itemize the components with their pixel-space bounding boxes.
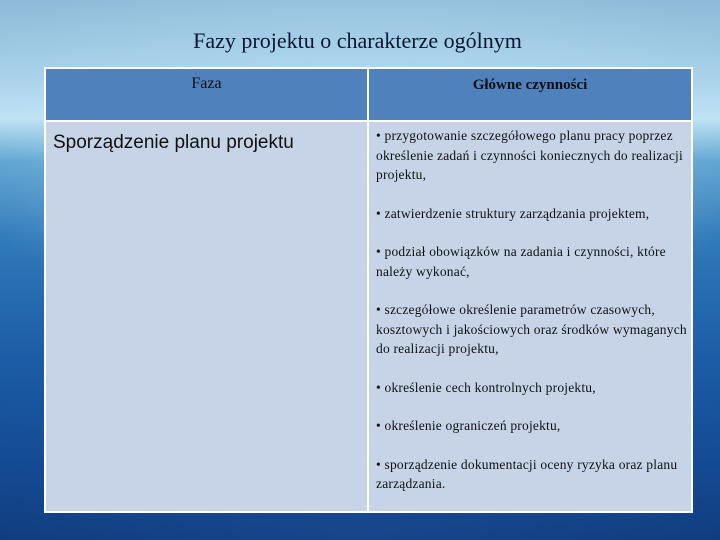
- activity-item: • sporządzenie dokumentacji oceny ryzyka oraz planu zarządzania.: [376, 456, 678, 491]
- phase-cell: [46, 122, 367, 511]
- header-cell-phase: [46, 69, 367, 120]
- activities-cell: [369, 122, 691, 511]
- phases-table: [44, 67, 693, 513]
- activity-item: • podział obowiązków na zadania i czynności, które należy wykonać,: [376, 244, 666, 279]
- header-label-phase: Faza: [191, 75, 222, 92]
- activity-item: • określenie cech kontrolnych projektu,: [376, 379, 596, 395]
- header-cell-activities: [369, 69, 691, 120]
- slide-title: Fazy projektu o charakterze ogólnym: [193, 28, 522, 53]
- activity-item: • szczegółowe określenie parametrów czasowych, kosztowych i jakościowych oraz środków wymaganych do realizacji projektu,: [376, 302, 687, 356]
- activity-item: • zatwierdzenie struktury zarządzania projektem,: [376, 205, 650, 221]
- header-label-activities: Główne czynności: [472, 77, 588, 93]
- activity-item: • przygotowanie szczegółowego planu pracy poprzez określenie zadań i czynności koniecznych do realizacji projektu,: [376, 128, 683, 182]
- phase-name: Sporządzenie planu projektu: [53, 132, 294, 153]
- activities-list: [376, 126, 688, 513]
- activity-item: • określenie ograniczeń projektu,: [376, 418, 561, 433]
